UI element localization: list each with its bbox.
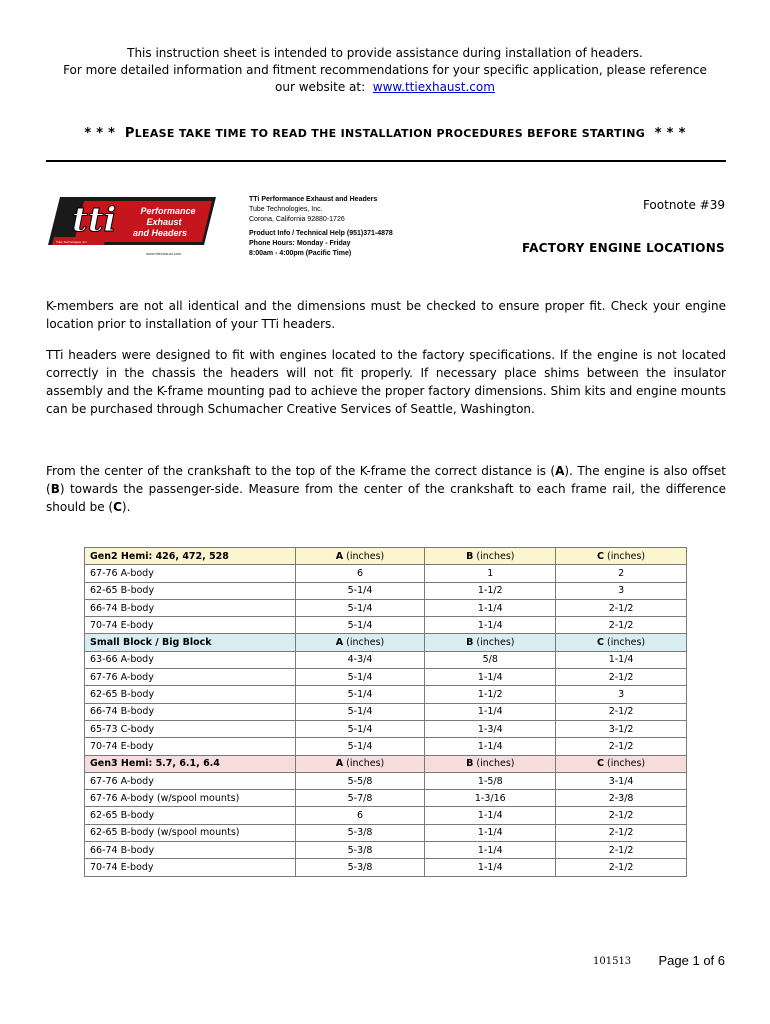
row-c: 1-1/4 [556, 651, 687, 668]
row-c: 3 [556, 686, 687, 703]
row-c: 2 [556, 565, 687, 582]
company-phone-hours-label: Phone Hours: Monday - Friday [249, 240, 351, 247]
col-b-header: B (inches) [425, 634, 556, 651]
table-row [85, 807, 687, 824]
website-label: our website at: [275, 80, 366, 94]
row-body: 62-65 B-body (w/spool mounts) [85, 824, 296, 841]
row-body: 62-65 B-body [85, 807, 296, 824]
row-body: 66-74 B-body [85, 842, 296, 859]
logo-tagline-3: and Headers [132, 228, 188, 238]
row-b: 5/8 [425, 651, 556, 668]
row-body: 70-74 E-body [85, 738, 296, 755]
engine-location-table [84, 547, 687, 877]
table-group-header [85, 755, 687, 772]
row-a: 5-5/8 [295, 772, 425, 789]
table-row [85, 565, 687, 582]
col-c-header: C (inches) [556, 634, 687, 651]
measure-label-a: A [555, 464, 565, 478]
row-c: 2-1/2 [556, 669, 687, 686]
row-c: 2-1/2 [556, 617, 687, 634]
measure-text-1: From the center of the crankshaft to the top of the K-frame the correct distance is ( [46, 464, 556, 478]
row-a: 5-7/8 [295, 790, 425, 807]
row-c: 3 [556, 582, 687, 599]
company-legal-name: Tube Technologies, Inc. [249, 206, 323, 213]
table-row [85, 582, 687, 599]
table-row [85, 859, 687, 876]
row-a: 5-1/4 [295, 617, 425, 634]
table-row [85, 824, 687, 841]
row-a: 5-1/4 [295, 720, 425, 737]
header-divider [46, 160, 726, 162]
row-c: 2-1/2 [556, 738, 687, 755]
row-b: 1-1/4 [425, 738, 556, 755]
table-row [85, 720, 687, 737]
row-body: 65-73 C-body [85, 720, 296, 737]
col-b-header: B (inches) [425, 548, 556, 565]
row-a: 5-1/4 [295, 703, 425, 720]
footnote-number: Footnote #39 [642, 198, 725, 212]
row-b: 1 [425, 565, 556, 582]
intro-line-2: For more detailed information and fitment recommendations for your specific application, please reference [63, 63, 707, 77]
col-a-header: A (inches) [295, 755, 425, 772]
col-a-header: A (inches) [295, 634, 425, 651]
col-a-header: A (inches) [295, 548, 425, 565]
row-body: 62-65 B-body [85, 582, 296, 599]
row-b: 1-3/4 [425, 720, 556, 737]
row-b: 1-1/2 [425, 582, 556, 599]
row-b: 1-5/8 [425, 772, 556, 789]
measure-label-b: B [50, 482, 60, 496]
row-b: 1-1/2 [425, 686, 556, 703]
read-first-notice [0, 126, 770, 141]
logo-brand-text: tti [72, 200, 117, 240]
measure-text-4: ). [121, 500, 131, 514]
logo-bottom-text: www.ttiexhaust.com [146, 251, 182, 256]
row-c: 2-3/8 [556, 790, 687, 807]
measure-label-c: C [113, 500, 122, 514]
logo-fine-print: Tube Technologies, Inc. [56, 240, 88, 244]
intro-text [0, 45, 770, 96]
row-body: 66-74 B-body [85, 599, 296, 616]
row-c: 2-1/2 [556, 859, 687, 876]
logo-tagline-2: Exhaust [146, 217, 182, 227]
paragraph-factory-specs: TTi headers were designed to fit with engines located to the factory specifications. If the engine is not located correctly in the chassis the headers will not fit properly. If necessary place shims between the insulator assembly and the K-frame mounting pad to achieve the proper factory dimensions. Shim kits and engine mounts can be purchased through Schumacher Creative Services of Seattle, Washington. [46, 348, 726, 416]
row-body: 67-76 A-body (w/spool mounts) [85, 790, 296, 807]
paragraph-kmember: K-members are not all identical and the dimensions must be checked to ensure proper fit. Check your engine location prior to installation of your TTi headers. [46, 299, 726, 331]
row-b: 1-3/16 [425, 790, 556, 807]
notice-first-letter: P [124, 126, 135, 141]
group-name: Small Block / Big Block [85, 634, 296, 651]
row-body: 67-76 A-body [85, 772, 296, 789]
col-c-header: C (inches) [556, 755, 687, 772]
row-c: 2-1/2 [556, 842, 687, 859]
table-row [85, 669, 687, 686]
intro-line-3 [0, 79, 770, 96]
row-a: 5-1/4 [295, 738, 425, 755]
document-number: 101513 [593, 956, 632, 967]
notice-stars-left: * * * [84, 126, 116, 141]
website-link[interactable]: www.ttiexhaust.com [372, 80, 495, 94]
col-b-header: B (inches) [425, 755, 556, 772]
row-c: 2-1/2 [556, 599, 687, 616]
logo-tagline-1: Performance [140, 206, 196, 216]
table-group-header [85, 634, 687, 651]
row-b: 1-1/4 [425, 859, 556, 876]
table-row [85, 790, 687, 807]
row-a: 5-3/8 [295, 859, 425, 876]
page-number: Page 1 of 6 [658, 953, 725, 968]
row-b: 1-1/4 [425, 842, 556, 859]
table-row [85, 738, 687, 755]
row-a: 5-3/8 [295, 824, 425, 841]
row-b: 1-1/4 [425, 703, 556, 720]
col-c-header: C (inches) [556, 548, 687, 565]
row-c: 2-1/2 [556, 807, 687, 824]
table-row [85, 651, 687, 668]
row-body: 63-66 A-body [85, 651, 296, 668]
company-name: TTi Performance Exhaust and Headers [249, 196, 378, 203]
row-c: 2-1/2 [556, 703, 687, 720]
row-a: 4-3/4 [295, 651, 425, 668]
notice-text: LEASE TAKE TIME TO READ THE INSTALLATION PROCEDURES BEFORE STARTING [134, 127, 646, 140]
row-b: 1-1/4 [425, 807, 556, 824]
row-body: 67-76 A-body [85, 669, 296, 686]
measure-text-2: ). The engine is also offset ( [46, 464, 726, 496]
notice-stars-right: * * * [654, 126, 686, 141]
row-body: 62-65 B-body [85, 686, 296, 703]
table-group-header [85, 548, 687, 565]
row-body: 70-74 E-body [85, 617, 296, 634]
row-body: 70-74 E-body [85, 859, 296, 876]
company-tech-help: Product Info / Technical Help (951)371-4878 [249, 230, 393, 237]
company-phone-hours: 8:00am - 4:00pm (Pacific Time) [249, 250, 352, 257]
group-name: Gen3 Hemi: 5.7, 6.1, 6.4 [85, 755, 296, 772]
row-b: 1-1/4 [425, 599, 556, 616]
row-a: 6 [295, 807, 425, 824]
row-a: 5-3/8 [295, 842, 425, 859]
row-a: 5-1/4 [295, 669, 425, 686]
row-a: 5-1/4 [295, 599, 425, 616]
intro-line-1: This instruction sheet is intended to provide assistance during installation of headers. [127, 46, 643, 60]
row-b: 1-1/4 [425, 669, 556, 686]
row-b: 1-1/4 [425, 617, 556, 634]
row-a: 6 [295, 565, 425, 582]
measure-text-3: ) towards the passenger-side. Measure from the center of the crankshaft to each frame rail, the difference should be ( [46, 482, 726, 514]
paragraph-measurements [46, 462, 726, 516]
company-info [249, 195, 393, 259]
table-row [85, 686, 687, 703]
table-row [85, 599, 687, 616]
company-city: Corona, California 92880-1726 [249, 216, 345, 223]
row-body: 67-76 A-body [85, 565, 296, 582]
row-c: 2-1/2 [556, 824, 687, 841]
row-b: 1-1/4 [425, 824, 556, 841]
row-a: 5-1/4 [295, 582, 425, 599]
group-name: Gen2 Hemi: 426, 472, 528 [85, 548, 296, 565]
row-body: 66-74 B-body [85, 703, 296, 720]
table-row [85, 703, 687, 720]
table-row [85, 772, 687, 789]
section-title: FACTORY ENGINE LOCATIONS [521, 241, 725, 255]
row-c: 3-1/2 [556, 720, 687, 737]
table-row [85, 617, 687, 634]
row-a: 5-1/4 [295, 686, 425, 703]
tti-logo [46, 193, 216, 259]
table-row [85, 842, 687, 859]
row-c: 3-1/4 [556, 772, 687, 789]
